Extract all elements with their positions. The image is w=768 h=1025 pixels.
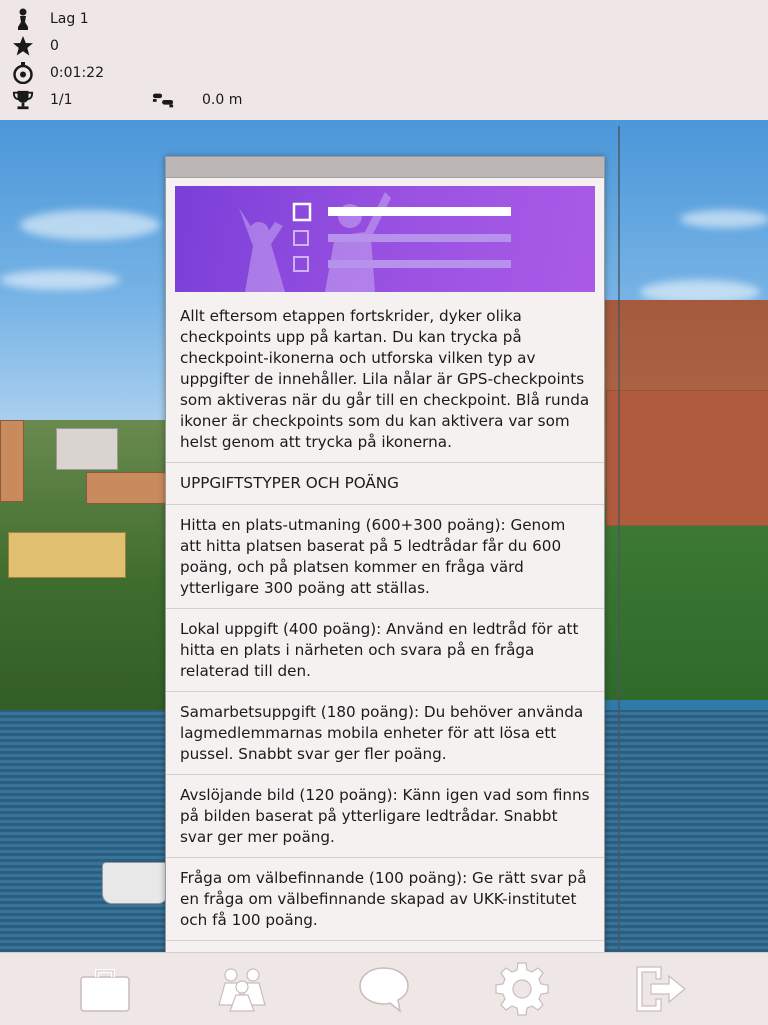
divider-line	[618, 126, 620, 952]
distance-status	[152, 89, 242, 111]
team-status	[12, 8, 89, 30]
time-status	[12, 62, 104, 84]
points-status	[12, 35, 59, 57]
settings-button[interactable]	[492, 961, 552, 1017]
cloud	[20, 210, 160, 240]
briefcase-button[interactable]	[75, 961, 135, 1017]
cloud	[680, 210, 768, 228]
info-popup	[165, 156, 605, 954]
checklist-illustration	[175, 186, 595, 292]
popup-content	[166, 292, 604, 941]
task-type-location: Hitta en plats-utmaning (600+300 poäng): Genom att hitta platsen baserat på 5 ledtrådar får du 600 poäng, och på platsen kommer en fråga värd ytterligare 300 poäng att ställas.	[166, 505, 604, 609]
building	[56, 428, 118, 470]
chat-icon	[356, 964, 412, 1014]
stopwatch-icon	[12, 62, 34, 84]
team-button[interactable]	[213, 961, 273, 1017]
trophy-icon	[12, 89, 34, 111]
team-icon	[213, 965, 273, 1013]
task-type-reveal-image: Avslöjande bild (120 poäng): Känn igen vad som finns på bilden baserat på ytterligare ledtrådar. Snabbt svar ger mer poäng.	[166, 775, 604, 858]
section-heading: UPPGIFTSTYPER OCH POÄNG	[166, 463, 604, 505]
exit-icon	[631, 964, 689, 1014]
status-bar	[0, 0, 768, 120]
chat-button[interactable]	[354, 961, 414, 1017]
intro-paragraph: Allt eftersom etappen fortskrider, dyker olika checkpoints upp på kartan. Du kan trycka på checkpoint-ikonerna och utforska vilken typ av uppgifter de innehåller. Lila nålar är GPS-checkpoints som aktiveras när du går till en checkpoint. Blå runda ikoner är checkpoints som du kan aktivera var som helst genom att trycka på ikonerna.	[166, 292, 604, 463]
progress-status	[12, 89, 73, 111]
task-type-cooperation: Samarbetsuppgift (180 poäng): Du behöver använda lagmedlemmarnas mobila enheter för att lösa ett pussel. Snabbt svar ger fler poäng.	[166, 692, 604, 775]
bottom-nav	[0, 952, 768, 1025]
exit-button[interactable]	[630, 961, 690, 1017]
task-type-local: Lokal uppgift (400 poäng): Använd en ledtråd för att hitta en plats i närheten och svara på en fråga relaterad till den.	[166, 609, 604, 692]
popup-header	[166, 157, 604, 178]
task-type-wellbeing: Fråga om välbefinnande (100 poäng): Ge rätt svar på en fråga om välbefinnande skapad av UKK-institutet och få 100 poäng.	[166, 858, 604, 941]
footsteps-icon	[152, 89, 174, 111]
distance-value: 0.0 m	[202, 92, 243, 108]
pawn-icon	[12, 8, 34, 30]
star-icon	[12, 35, 34, 57]
task-banner	[175, 186, 595, 292]
building	[0, 420, 24, 502]
team-name: Lag 1	[50, 11, 89, 27]
building	[86, 472, 166, 504]
castle-building	[606, 390, 768, 526]
gear-icon	[494, 961, 550, 1017]
points-value: 0	[50, 38, 59, 54]
cloud	[0, 270, 120, 290]
building	[8, 532, 126, 578]
elapsed-time: 0:01:22	[50, 65, 104, 81]
boat	[102, 862, 168, 904]
progress-value: 1/1	[50, 92, 73, 108]
briefcase-icon	[78, 965, 132, 1013]
